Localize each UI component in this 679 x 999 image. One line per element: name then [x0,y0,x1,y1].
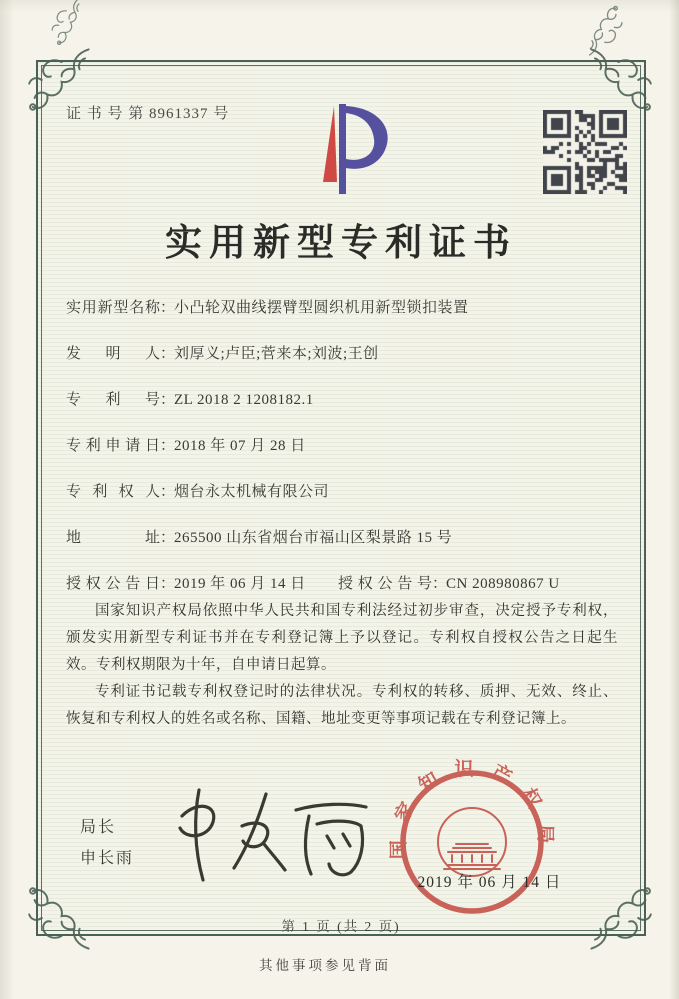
colon: ： [160,484,176,500]
seal-agency-text: 国家知识产权局 [388,758,556,860]
colon: ： [160,392,176,408]
field-label: 专利号 [66,392,160,408]
official-seal [388,758,556,926]
seal-date: 2019 年 06 月 14 日 [417,874,562,891]
legal-text [66,598,618,733]
field-address [66,526,614,547]
legal-paragraph-1: 国家知识产权局依照中华人民共和国专利法经过初步审查，决定授予专利权，颁发实用新型专利证书并在专利登记簿上予以登记。专利权自授权公告之日起生效。专利权期限为十年，自申请日起算。 [66,603,618,673]
commissioner-name: 申长雨 [80,850,135,867]
field-utility-model-name [66,296,614,317]
qr-code [543,110,627,194]
field-inventors [66,342,614,363]
field-grant-number [338,572,560,593]
field-label: 实用新型名称 [66,300,160,316]
page-number: 第 1 页 (共 2 页) [281,919,401,934]
legal-paragraph-2: 专利证书记载专利权登记时的法律状况。专利权的转移、质押、无效、终止、恢复和专利权人的姓名或名称、国籍、地址变更等事项记载在专利登记簿上。 [66,684,618,727]
field-label: 授权公告号 [338,576,432,592]
colon: ： [160,438,176,454]
colon: ： [160,530,176,546]
field-patent-number [66,388,614,409]
field-value: 2018 年 07 月 28 日 [174,438,306,454]
seal-emblem-gate [444,844,500,869]
certificate-number: 证 书 号 第 8961337 号 [66,106,230,122]
colon: ： [160,300,176,316]
field-value: 刘厚义;卢臣;菅来本;刘波;王创 [174,346,379,362]
field-list [66,296,614,618]
cnipa-logo-icon [266,98,444,202]
edge-flourish-left [40,0,96,50]
field-label: 专利申请日 [66,438,160,454]
commissioner-title: 局长 [80,819,117,836]
field-label: 地址 [66,530,160,546]
field-value: 小凸轮双曲线摆臂型圆织机用新型锁扣装置 [174,300,469,316]
field-label: 授权公告日 [66,576,160,592]
colon: ： [160,346,176,362]
field-label: 发明人 [66,346,160,362]
colon: ： [160,576,176,592]
signature-block [80,812,134,874]
field-value: 烟台永太机械有限公司 [174,484,330,500]
field-value: 2019 年 06 月 14 日 [174,576,306,592]
back-note: 其他事项参见背面 [259,958,391,973]
field-label: 专利权人 [66,484,160,500]
field-grant-row [66,572,614,593]
field-filing-date [66,434,614,455]
colon: ： [432,576,448,592]
certificate-title: 实用新型专利证书 [165,223,517,264]
field-value: ZL 2018 2 1208182.1 [174,392,314,408]
field-patentee [66,480,614,501]
field-value: 265500 山东省烟台市福山区梨景路 15 号 [174,530,453,546]
field-value: CN 208980867 U [446,576,560,592]
field-grant-date [66,572,338,593]
handwritten-signature [158,782,388,892]
